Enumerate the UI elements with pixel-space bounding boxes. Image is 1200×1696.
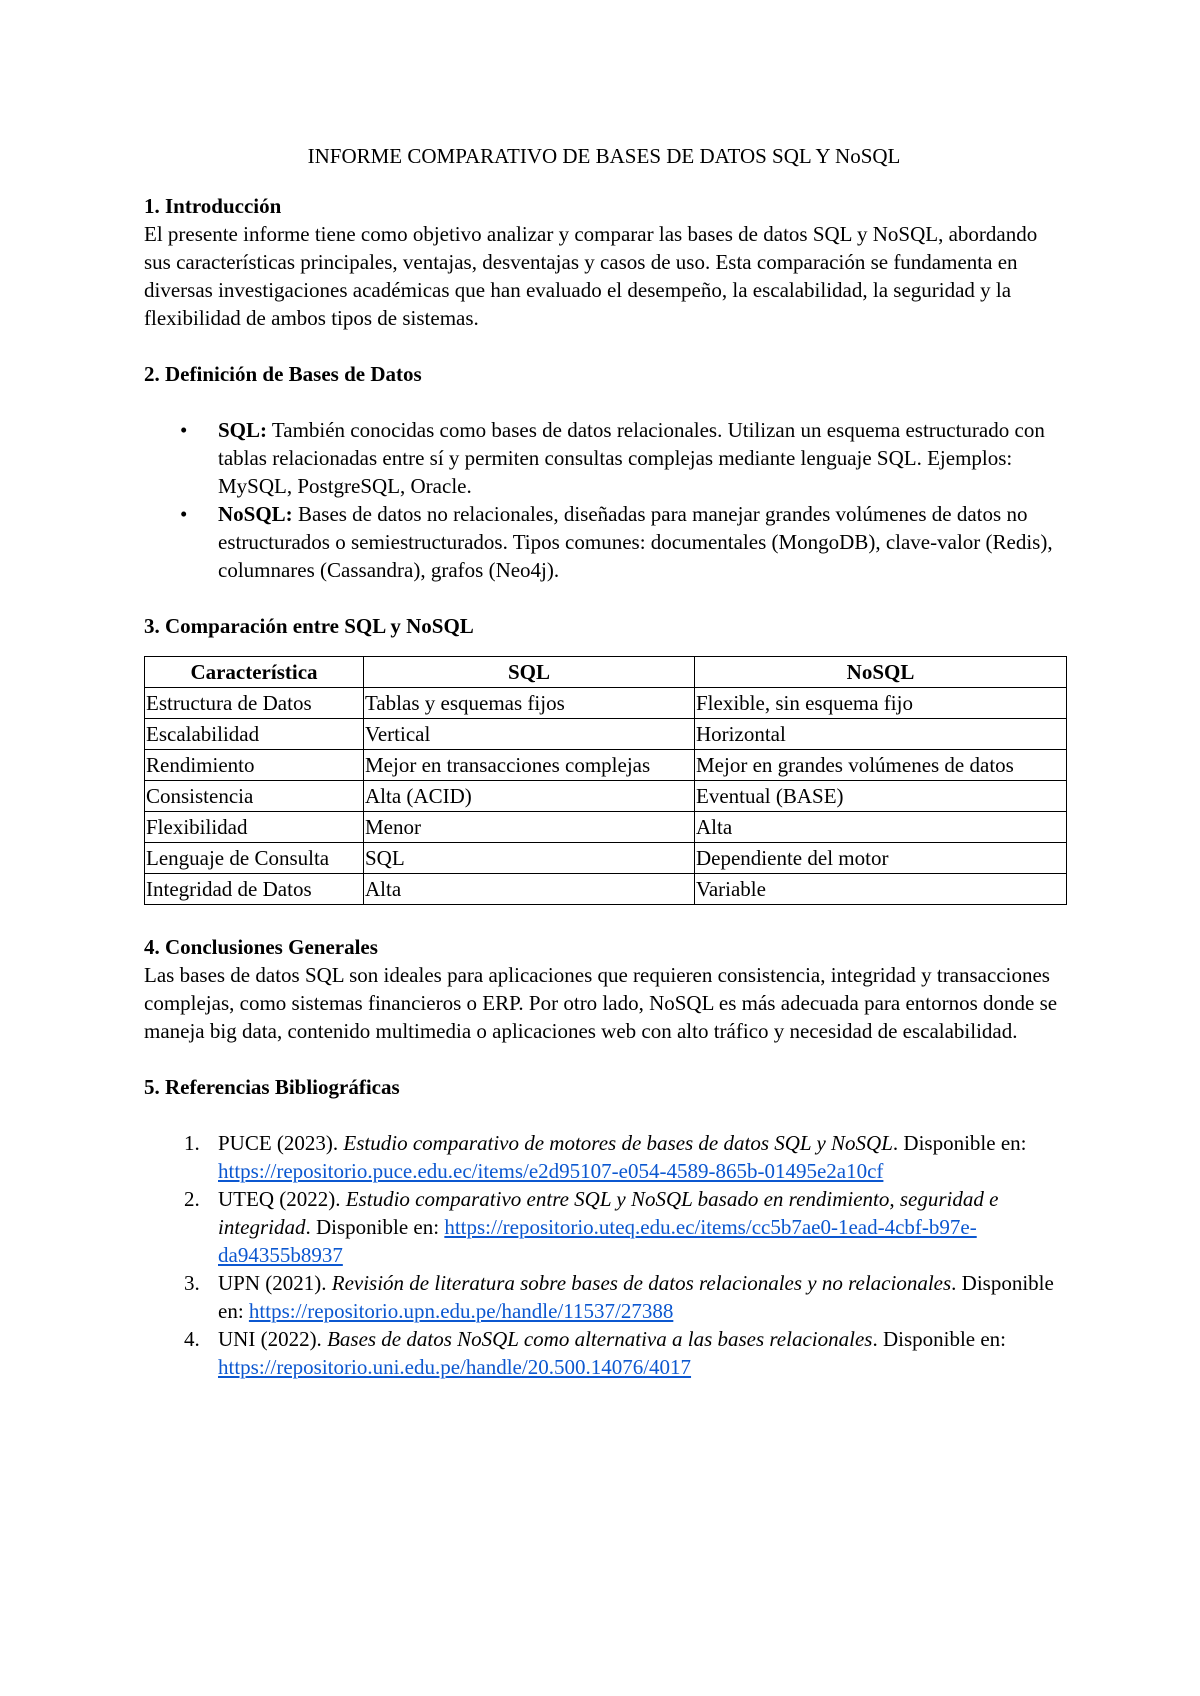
table-cell: Lenguaje de Consulta xyxy=(145,843,364,874)
intro-heading: 1. Introducción xyxy=(144,194,282,218)
table-cell: SQL xyxy=(364,843,695,874)
reference-available: . Disponible en: xyxy=(305,1215,445,1239)
table-cell: Rendimiento xyxy=(145,750,364,781)
definition-heading: 2. Definición de Bases de Datos xyxy=(144,362,422,386)
table-cell: Escalabilidad xyxy=(145,719,364,750)
table-cell: Variable xyxy=(695,874,1067,905)
table-cell: Vertical xyxy=(364,719,695,750)
table-cell: Consistencia xyxy=(145,781,364,812)
reference-number: 2. xyxy=(184,1187,200,1211)
table-cell: Mejor en grandes volúmenes de datos xyxy=(695,750,1067,781)
table-cell: Dependiente del motor xyxy=(695,843,1067,874)
bullet-icon: • xyxy=(180,418,188,442)
header-cell: Característica xyxy=(145,657,364,688)
reference-link[interactable]: https://repositorio.uteq.edu.ec/items/cc5b7ae0-1ead-4cbf-b97e-da94355b8937 xyxy=(218,1215,977,1267)
table-row xyxy=(145,812,1067,843)
comparison-section xyxy=(144,612,1064,905)
reference-item xyxy=(144,1129,1064,1185)
conclusions-heading: 4. Conclusiones Generales xyxy=(144,935,378,959)
definition-item-sql xyxy=(144,416,1064,500)
definition-text: Bases de datos no relacionales, diseñadas para manejar grandes volúmenes de datos no estructurados o semiestructurados. Tipos comunes: documentales (MongoDB), clave-valor (Redis), columnares (Cassandra), grafos (Neo4j). xyxy=(218,502,1053,582)
reference-link[interactable]: https://repositorio.upn.edu.pe/handle/11537/27388 xyxy=(248,1299,674,1323)
reference-number: 3. xyxy=(184,1271,200,1295)
definition-label: NoSQL: xyxy=(218,502,293,526)
table-header-row xyxy=(145,657,1067,688)
intro-section xyxy=(144,192,1064,332)
table-cell: Flexibilidad xyxy=(145,812,364,843)
table-row xyxy=(145,781,1067,812)
conclusions-paragraph: Las bases de datos SQL son ideales para aplicaciones que requieren consistencia, integridad y transacciones complejas, como sistemas financieros o ERP. Por otro lado, NoSQL es más adecuada para entornos donde se maneja big data, contenido multimedia o aplicaciones web con alto tráfico y necesidad de escalabilidad. xyxy=(144,963,1058,1043)
table-row xyxy=(145,719,1067,750)
reference-title: Revisión de literatura sobre bases de datos relacionales y no relacionales xyxy=(331,1271,952,1295)
comparison-table xyxy=(144,656,1067,905)
table-cell: Alta xyxy=(364,874,695,905)
reference-available: . Disponible en: xyxy=(218,1271,1054,1323)
references-section xyxy=(144,1073,1064,1381)
reference-link[interactable]: https://repositorio.puce.edu.ec/items/e2d95107-e054-4589-865b-01495e2a10cf xyxy=(218,1159,884,1183)
definition-list xyxy=(144,416,1064,584)
table-cell: Integridad de Datos xyxy=(145,874,364,905)
intro-paragraph: El presente informe tiene como objetivo analizar y comparar las bases de datos SQL y NoSQL, abordando sus características principales, ventajas, desventajas y casos de uso. Esta comparación se fundamenta en diversas investigaciones académicas que han evaluado el desempeño, la escalabilidad, la seguridad y la flexibilidad de ambos tipos de sistemas. xyxy=(144,222,1038,330)
header-cell: SQL xyxy=(364,657,695,688)
table-cell: Horizontal xyxy=(695,719,1067,750)
definition-item-nosql xyxy=(144,500,1064,584)
reference-author: UPN (2021). xyxy=(218,1271,332,1295)
table-cell: Tablas y esquemas fijos xyxy=(364,688,695,719)
reference-available: . Disponible en: xyxy=(892,1131,1027,1155)
reference-title: Bases de datos NoSQL como alternativa a las bases relacionales xyxy=(327,1327,873,1351)
table-row xyxy=(145,750,1067,781)
table-cell: Menor xyxy=(364,812,695,843)
reference-available: . Disponible en: xyxy=(872,1327,1007,1351)
table-row xyxy=(145,843,1067,874)
references-list xyxy=(144,1129,1064,1381)
table-row xyxy=(145,688,1067,719)
reference-item xyxy=(144,1185,1064,1269)
comparison-heading: 3. Comparación entre SQL y NoSQL xyxy=(144,614,474,638)
definition-section xyxy=(144,360,1064,584)
reference-number: 1. xyxy=(184,1131,200,1155)
table-cell: Alta xyxy=(695,812,1067,843)
table-cell: Flexible, sin esquema fijo xyxy=(695,688,1067,719)
reference-title: Estudio comparativo de motores de bases de datos SQL y NoSQL xyxy=(343,1131,893,1155)
header-cell: NoSQL xyxy=(695,657,1067,688)
reference-item xyxy=(144,1269,1064,1325)
table-cell: Eventual (BASE) xyxy=(695,781,1067,812)
definition-text: También conocidas como bases de datos relacionales. Utilizan un esquema estructurado con tablas relacionadas entre sí y permiten consultas complejas mediante lenguaje SQL. Ejemplos: MySQL, PostgreSQL, Oracle. xyxy=(218,418,1045,498)
definition-label: SQL: xyxy=(218,418,268,442)
table-row xyxy=(145,874,1067,905)
reference-title: Estudio comparativo entre SQL y NoSQL basado en rendimiento, seguridad e integridad xyxy=(218,1187,999,1239)
conclusions-section xyxy=(144,933,1064,1045)
reference-author: UNI (2022). xyxy=(218,1327,328,1351)
bullet-icon: • xyxy=(180,502,188,526)
table-cell: Mejor en transacciones complejas xyxy=(364,750,695,781)
document-title: INFORME COMPARATIVO DE BASES DE DATOS SQL Y NoSQL xyxy=(307,144,901,168)
reference-author: PUCE (2023). xyxy=(218,1131,344,1155)
reference-number: 4. xyxy=(184,1327,200,1351)
reference-item xyxy=(144,1325,1064,1381)
table-cell: Estructura de Datos xyxy=(145,688,364,719)
reference-author: UTEQ (2022). xyxy=(218,1187,346,1211)
references-heading: 5. Referencias Bibliográficas xyxy=(144,1075,400,1099)
table-cell: Alta (ACID) xyxy=(364,781,695,812)
reference-link[interactable]: https://repositorio.uni.edu.pe/handle/20.500.14076/4017 xyxy=(218,1355,692,1379)
document-content xyxy=(144,142,1064,1409)
